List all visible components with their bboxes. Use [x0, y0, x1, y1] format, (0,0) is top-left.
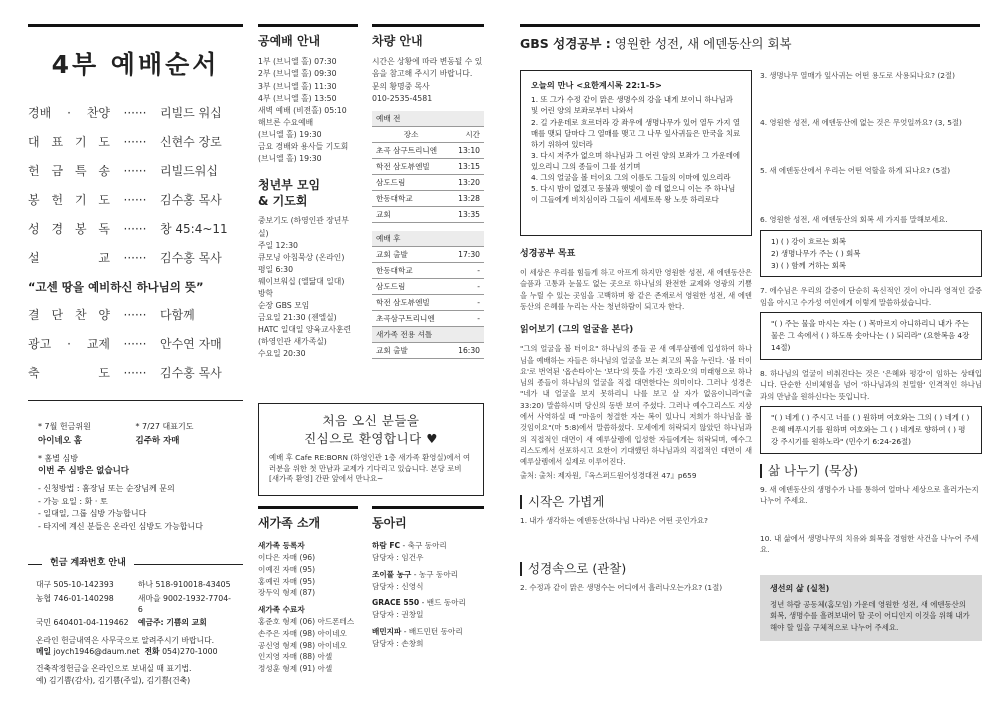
list-item: 금요일 21:30 (젠엘실) [258, 313, 337, 323]
question: 8. 하나님의 얼굴이 비춰진다는 것은 '은혜와 평강'이 임하는 상태입니다. 단순한 신비체험을 넘어 '하나님과의 친밀함' 인격적인 하나님과의 만남을 원하신다는 뜻입니다. [760, 368, 982, 401]
scripture-verse: 1. 또 그가 수정 같이 맑은 생명수의 강을 내게 보이니 하나님과 및 어린 양의 보좌로부터 나와서 [531, 95, 733, 116]
scripture-verse: 4. 그의 얼굴을 볼 터이요 그의 이름도 그들의 이마에 있으리라 [531, 173, 731, 183]
order-role: 대 표 기 도 [28, 135, 110, 150]
step-heading: 시작은 가볍게 [520, 495, 752, 509]
stop-time: - [449, 262, 484, 278]
club-desc: - 축구 동아리 [400, 541, 447, 551]
stop-time: 13:15 [450, 158, 484, 174]
fill-in-line: 1) ( ) 강이 흐르는 회복 [771, 236, 847, 246]
stop-place: 교회 출발 [372, 342, 449, 358]
order-row [28, 128, 243, 157]
stop-time: - [449, 278, 484, 294]
group-label: 새가족 전용 셔틀 [372, 326, 484, 342]
reading-body: "그의 얼굴을 볼 터이요" 하나님의 종들 곧 새 예루살렘에 입성하여 하나님을 예배하는 자들은 하나님의 얼굴을 보는 최고의 복을 누린다. '볼 터이요'로 번역된 '옵손타이'는 '보다'의 뜻을 가진 '호라오'의 미래형으로 하나님의 종들이 하나님의 얼굴을 직접 대면한다는 의미이다. 그러나 성경은 "네가 내 얼굴을 보지 못하리니 나를 보고 살 자가 없음이니라"(출 33:20) 말씀하시며 당신의 동반 보여 주셨다. 그러나 예수그리스도 지상에서 사역하실 때 "마음이 청결한 자는 복이 있나니 저희가 하나님을 볼 것임이요"(마 5:8)에서 말씀하셨다. 모세에게 허락되지 않았던 하나님과의 직접적인 대면이 새 예루살렘에 입성한 자들에게는 허락되며, 예수그리스도께서 선포하시고 요한이 기대했던 하나님과의 직접적인 대면이 새 예루살렘에서 실제로 이루어진다. [520, 344, 752, 467]
column-header: 장소 [372, 126, 450, 142]
table-header-row [372, 126, 484, 142]
fill-in-box: "( ) 주는 물을 마시는 자는 ( ) 목마르지 아니하리니 내가 주는 물은 그 속에서 ( ) 하도록 솟아나는 ( ) 되리라" (요한복음 4장 14절) [760, 312, 982, 360]
list-item: 2부 (브니엘 홀) 09:30 [258, 69, 337, 79]
order-dots: ······ [123, 308, 147, 323]
divider [28, 400, 243, 401]
practice-box [760, 575, 982, 641]
order-person: 다함께 [160, 308, 195, 323]
order-role: 결 단 찬 양 [28, 308, 110, 323]
club-name: 하람 FC [372, 541, 401, 551]
newfamily-list [258, 540, 358, 674]
table-row [372, 294, 484, 310]
gbs-title-rest: 영원한 성전, 새 에덴동산의 회복 [610, 36, 792, 51]
list-item: 손주은 자매 (98) 아이네오 [258, 628, 347, 638]
order-role: 봉 헌 기 도 [28, 193, 110, 208]
list-item: 웨이브워십 (엘닮대 일대) [258, 276, 345, 286]
shuttle-after-table [372, 231, 484, 359]
notices [28, 411, 243, 542]
account-number: 하나 518-910018-43405 [137, 580, 231, 590]
club-item [372, 569, 484, 581]
group-label: 예배 후 [372, 231, 484, 247]
stop-time: 13:10 [450, 142, 484, 158]
shuttle-before-table [372, 111, 484, 223]
account-number: 대구 505-10-142393 [36, 580, 114, 590]
order-list [28, 99, 243, 388]
account-number: 새마을 9002-1932-7704-6 [137, 593, 231, 615]
group-label: 예배 전 [372, 111, 484, 127]
practice-heading: 생선의 삶 (실천) [770, 584, 830, 594]
stop-time: - [449, 310, 484, 326]
list-item: 인지영 자매 (88) 아셀 [258, 652, 333, 662]
list-item: 1부 (브니엘 홀) 07:30 [258, 57, 337, 67]
order-person: 리빌드 워십 [160, 106, 222, 121]
notice-label: * 7월 헌금위원 [38, 422, 91, 432]
club-lead: 담당자 : 권창일 [372, 610, 424, 620]
question: 1. 내가 생각하는 에덴동산(하나님 나라)은 어떤 곳인가요? [520, 515, 708, 525]
account-number: 농협 746-01-140298 [36, 593, 114, 603]
gbs-title [520, 35, 980, 53]
account-contact [36, 646, 235, 657]
question: 4. 영원한 성전, 새 에덴동산에 없는 것은 무엇일까요? (3, 5절) [760, 118, 962, 128]
tel-label: 전화 [144, 646, 160, 656]
order-row [28, 330, 243, 359]
list-item: 홍준호 형제 (06) 아드폰테스 [258, 616, 355, 626]
club-name: 조이풀 농구 [372, 569, 412, 579]
sermon-title: “고센 땅을 예비하신 하나님의 뜻” [28, 279, 204, 294]
account-grid [36, 579, 235, 628]
practice-text: 정년 하람 공동체(홈모임) 가운데 영원한 성전, 새 에덴동산의 회복, 생명수를 흘려보내어 할 곳이 어디인지 이것을 위해 내가 해야 할 일을 구체적으로 나누어 주세요. [770, 599, 970, 632]
reading-text [520, 343, 752, 481]
visit-bullets [38, 483, 233, 532]
scripture-box [520, 70, 752, 236]
account-note: 온라인 헌금내역은 사무국으로 알려주시기 바랍니다. [36, 635, 215, 645]
youth-title [258, 177, 358, 209]
clubs-title: 동아리 [372, 506, 484, 532]
welcome-body: 예배 후 Cafe RE:BORN (하영인관 1층 새가족 환영실)에서 여러분을 위한 첫 만남과 교제가 기다리고 있습니다. 본당 로비 [새가족 환영] 간판 앞에서 만나요~ [269, 453, 471, 484]
club-name: GRACE 550 [372, 598, 420, 608]
order-role: 설 교 [28, 251, 110, 266]
list-item: - 타지에 계신 분들은 온라인 심방도 가능합니다 [38, 521, 203, 531]
stop-time: 13:35 [450, 206, 484, 222]
notice-value: 이번 주 심방은 없습니다 [38, 465, 129, 476]
order-row [28, 359, 243, 388]
worship-column [258, 0, 358, 360]
order-person: 김수홍 목사 [160, 251, 222, 266]
gbs-right-column [760, 70, 982, 641]
table-row [372, 190, 484, 206]
list-item: - 가능 요일 : 화 · 토 [38, 496, 108, 506]
list-item: 중보기도 (하영인관 장년부실) [258, 216, 349, 238]
notice-value: 김주하 자매 [135, 435, 180, 446]
order-person: 김수홍 목사 [160, 366, 222, 381]
stop-time: - [449, 294, 484, 310]
list-item: 3부 (브니엘 홀) 11:30 [258, 81, 337, 91]
fill-in-line: 3) ( ) 함께 거하는 회복 [771, 260, 847, 270]
order-person: 리빌드워십 [160, 164, 218, 179]
mail-link[interactable]: joych1946@daum.net [53, 646, 140, 656]
stop-place: 학전 삼도뷰엔빌 [372, 158, 450, 174]
table-group-row [372, 231, 484, 247]
order-row [28, 301, 243, 330]
table-row [372, 342, 484, 358]
stop-time: 13:28 [450, 190, 484, 206]
youth-title-line: 청년부 모임 [258, 178, 321, 193]
stop-place: 학전 삼도뷰엔빌 [372, 294, 449, 310]
order-row [28, 157, 243, 186]
vehicle-note: 시간은 상황에 따라 변동될 수 있음을 참고해 주시기 바랍니다. [372, 57, 483, 79]
clubs-list [372, 540, 484, 649]
top-rule [520, 24, 980, 27]
gbs-left-column [520, 70, 752, 593]
order-role: 헌 금 특 송 [28, 164, 110, 179]
goal-heading: 성경공부 목표 [520, 249, 576, 259]
list-item: 수요일 20:30 [258, 349, 306, 359]
order-role: 광고 · 교제 [28, 337, 110, 352]
question: 9. 새 에덴동산의 생명수가 나를 통하여 얼마나 세상으로 흘러가는지 나누어 주세요. [760, 484, 979, 506]
order-person: 신현수 장로 [160, 135, 222, 150]
table-row [372, 158, 484, 174]
column-header: 시간 [450, 126, 484, 142]
order-role: 성 경 봉 독 [28, 222, 110, 237]
top-rule [28, 24, 243, 27]
order-dots: ······ [123, 222, 147, 237]
group-heading: 새가족 수료자 [258, 605, 305, 615]
stop-place: 한동대학교 [372, 190, 450, 206]
table-group-row [372, 326, 484, 342]
order-column [28, 0, 243, 686]
list-item: 이다은 자매 (96) [258, 553, 316, 563]
question: 6. 영원한 성전, 새 에덴동산의 회복 세 가지를 말해보세요. [760, 215, 948, 225]
question: 2. 수정과 같이 맑은 생명수는 어디에서 흘러나오는가요? (1절) [520, 582, 723, 592]
club-desc: - 배드민턴 동아리 [401, 626, 463, 636]
account-info [28, 558, 243, 685]
order-dots: ······ [123, 164, 147, 179]
vehicle-column [372, 0, 484, 359]
order-person: 창 45:4~11 [160, 222, 228, 237]
stop-place: 교회 출발 [372, 246, 449, 262]
stop-place: 삼도드림 [372, 174, 450, 190]
clubs-section [372, 506, 484, 650]
notice-grid [38, 421, 233, 447]
list-item: 금요 경배와 용사들 기도회 [258, 141, 349, 151]
table-group-row [372, 111, 484, 127]
stop-place: 교회 [372, 206, 450, 222]
stop-time: 13:20 [450, 174, 484, 190]
vehicle-contact: 문의 황명중 목사 [372, 81, 430, 91]
fill-in-box [760, 230, 982, 278]
mail-label: 메일 [36, 646, 52, 656]
list-item: 이예진 자매 (95) [258, 564, 316, 574]
club-desc: - 밴드 동아리 [419, 598, 466, 608]
table-row [372, 262, 484, 278]
table-row [372, 310, 484, 326]
welcome-title-line: 진심으로 환영합니다 ♥ [304, 430, 438, 446]
order-dots: ······ [123, 366, 147, 381]
order-row [28, 99, 243, 128]
scripture-verse: 2. 길 가운데로 흐르더라 강 좌우에 생명나무가 있어 열두 가지 열매를 맺되 달마다 그 열매를 맺고 그 나무 잎사귀들은 만국을 치료하기 위하여 있더라 [531, 117, 741, 149]
question: 5. 새 에덴동산에서 우리는 어떤 역할을 하게 되나요? (5절) [760, 165, 951, 175]
stop-time: 17:30 [449, 246, 484, 262]
vehicle-desc [372, 56, 484, 104]
goal-text: 이 세상은 우리를 힘들게 하고 아프게 하지만 영원한 성전, 새 에덴동산은 슬픔과 고통과 눈물도 없는 곳으로 하나님의 완전한 교제와 영광의 기쁨을 누릴 수 있는 곳임을 고백하며 왕 같은 존재로서 영원한 성전, 새 에덴동산의 은혜를 누리는 사는 청년하람이 되고자 한다. [520, 268, 752, 311]
list-item: 해브론 수요예배 [258, 117, 314, 127]
welcome-box [258, 403, 484, 496]
table-row [372, 278, 484, 294]
gbs-header [520, 0, 980, 53]
page-title: 4부 예배순서 [51, 50, 220, 79]
tel-value: 054)270-1000 [162, 646, 218, 656]
club-item [372, 540, 484, 552]
table-row [372, 206, 484, 222]
notice-value: 아이네오 홈 [38, 435, 83, 446]
order-person: 김수홍 목사 [160, 193, 222, 208]
scripture-verse: 5. 다시 밤이 없겠고 등불과 햇빛이 쓸 데 없으니 이는 주 하나님이 그들에게 비치심이라 그들이 세세토록 왕 노릇 하리로다 [531, 184, 736, 205]
welcome-title-line: 처음 오신 분들을 [322, 413, 420, 428]
worship-title: 공예배 안내 [258, 24, 358, 50]
stop-place: 삼도드림 [372, 278, 449, 294]
newfamily-section [258, 506, 358, 675]
order-dots: ······ [123, 193, 147, 208]
newfamily-title: 새가족 소개 [258, 506, 358, 532]
club-desc: - 농구 동아리 [411, 569, 458, 579]
notice-label: * 홈별 심방 [38, 454, 78, 464]
account-note: 예) 김기쁨(감사), 김기쁨(주일), 김기쁨(건축) [36, 675, 191, 685]
order-row [28, 215, 243, 244]
welcome-title [269, 412, 473, 447]
account-holder: 예금주: 기쁨의 교회 [137, 618, 207, 628]
list-item: 홍예린 자매 (95) [258, 576, 316, 586]
reading-heading: 읽어보기 (그의 얼굴을 본다) [520, 325, 634, 336]
club-name: 배민지파 [372, 626, 402, 636]
youth-list [258, 215, 358, 360]
list-item: 순장 GBS 모임 [258, 301, 310, 311]
order-role: 축 도 [28, 366, 110, 381]
club-item [372, 597, 484, 609]
reading-source: 출처: 출처: 제자원,『옥스퍼드원어성경대전 47』p659 [520, 470, 697, 480]
list-item: - 신청방법 : 홈장님 또는 순장님께 문의 [38, 484, 175, 494]
table-row [372, 246, 484, 262]
list-item: 큐모닝 아침묵상 (온라인) [258, 252, 345, 262]
order-dots: ······ [123, 106, 147, 121]
question: 3. 생명나무 열매가 잎사귀는 어떤 용도로 사용되나요? (2절) [760, 71, 955, 80]
list-item: - 일대일, 그룹 심방 가능합니다 [38, 509, 147, 519]
list-item: (하영인관 새가족실) [258, 337, 327, 347]
vehicle-phone: 010-2535-4581 [372, 93, 433, 103]
step-heading: 성경속으로 (관찰) [520, 562, 752, 576]
list-item: (브니엘 홀) 19:30 [258, 129, 322, 139]
step-heading: 삶 나누기 (묵상) [760, 464, 982, 478]
club-lead: 담당자 : 신영식 [372, 581, 424, 591]
order-role: 경배 · 찬양 [28, 106, 110, 121]
fill-in-line: 2) 생명나무가 주는 ( ) 회복 [771, 248, 861, 258]
question: 10. 내 삶에서 생명나무의 치유와 회복을 경험한 사건을 나누어 주세요. [760, 533, 979, 554]
youth-title-line: & 기도회 [258, 194, 308, 209]
group-heading: 새가족 등록자 [258, 541, 305, 551]
order-dots: ······ [123, 251, 147, 266]
list-item: 장두익 형제 (87) [258, 588, 316, 598]
order-person: 안수연 자매 [160, 337, 222, 352]
list-item: 4부 (브니엘 홀) 13:50 [258, 93, 337, 103]
club-lead: 담당자 : 손창희 [372, 638, 424, 648]
order-row [28, 186, 243, 215]
scripture-verse: 3. 다시 저주가 없으며 하나님과 그 어린 양의 보좌가 그 가운데에 있으리니 그의 종들이 그를 섬기며 [531, 150, 741, 171]
club-lead: 담당자 : 임건우 [372, 553, 424, 563]
stop-place: 한동대학교 [372, 262, 449, 278]
stop-place: 초곡 삼구트리니엔 [372, 142, 450, 158]
table-row [372, 174, 484, 190]
order-dots: ······ [123, 135, 147, 150]
list-item: 방학 [258, 288, 274, 298]
list-item: (브니엘 홀) 19:30 [258, 154, 322, 164]
vehicle-title: 차량 안내 [372, 24, 484, 50]
notice-label: * 7/27 대표기도 [135, 422, 194, 432]
list-item: 정성훈 형제 (91) 아셀 [258, 664, 333, 674]
table-row [372, 142, 484, 158]
stop-place: 초곡삼구트리니엔 [372, 310, 449, 326]
list-item: 주일 12:30 [258, 240, 299, 250]
order-dots: ······ [123, 337, 147, 352]
account-title: 헌금 계좌번호 안내 [42, 557, 134, 570]
fill-in-box: "( ) 네게 ( ) 주시고 너를 ( ) 원하며 여호와는 그의 ( ) 네게 ( ) 은혜 베푸시기를 원하며 여호와는 그 ( ) 네게로 향하여 ( ) 평강 주시기를 원하노라" (민수기 6:24-26절) [760, 406, 982, 454]
list-item: 평일 6:30 [258, 264, 294, 274]
order-row [28, 244, 243, 273]
list-item: HATC 일대일 양육교사훈련 [258, 325, 352, 335]
account-note: 건축작정헌금을 온라인으로 보내실 때 표기법. [36, 664, 192, 674]
club-item [372, 626, 484, 638]
worship-list [258, 56, 358, 165]
gbs-title-bold: GBS 성경공부 : [520, 36, 611, 51]
list-item: 새벽 예배 (비전홀) 05:10 [258, 105, 347, 115]
account-number: 국민 640401-04-119462 [36, 618, 129, 628]
question: 7. 에수님은 우리의 갈증이 단순히 육신적인 것이 아니라 영적인 갈증임을 아시고 수가성 여인에게 이렇게 말씀하셨습니다. [760, 286, 982, 307]
stop-time: 16:30 [449, 342, 484, 358]
scripture-heading: 오늘의 만나 <요한계시록 22:1-5> [531, 80, 662, 90]
list-item: 공신영 형제 (98) 아이네오 [258, 640, 347, 650]
